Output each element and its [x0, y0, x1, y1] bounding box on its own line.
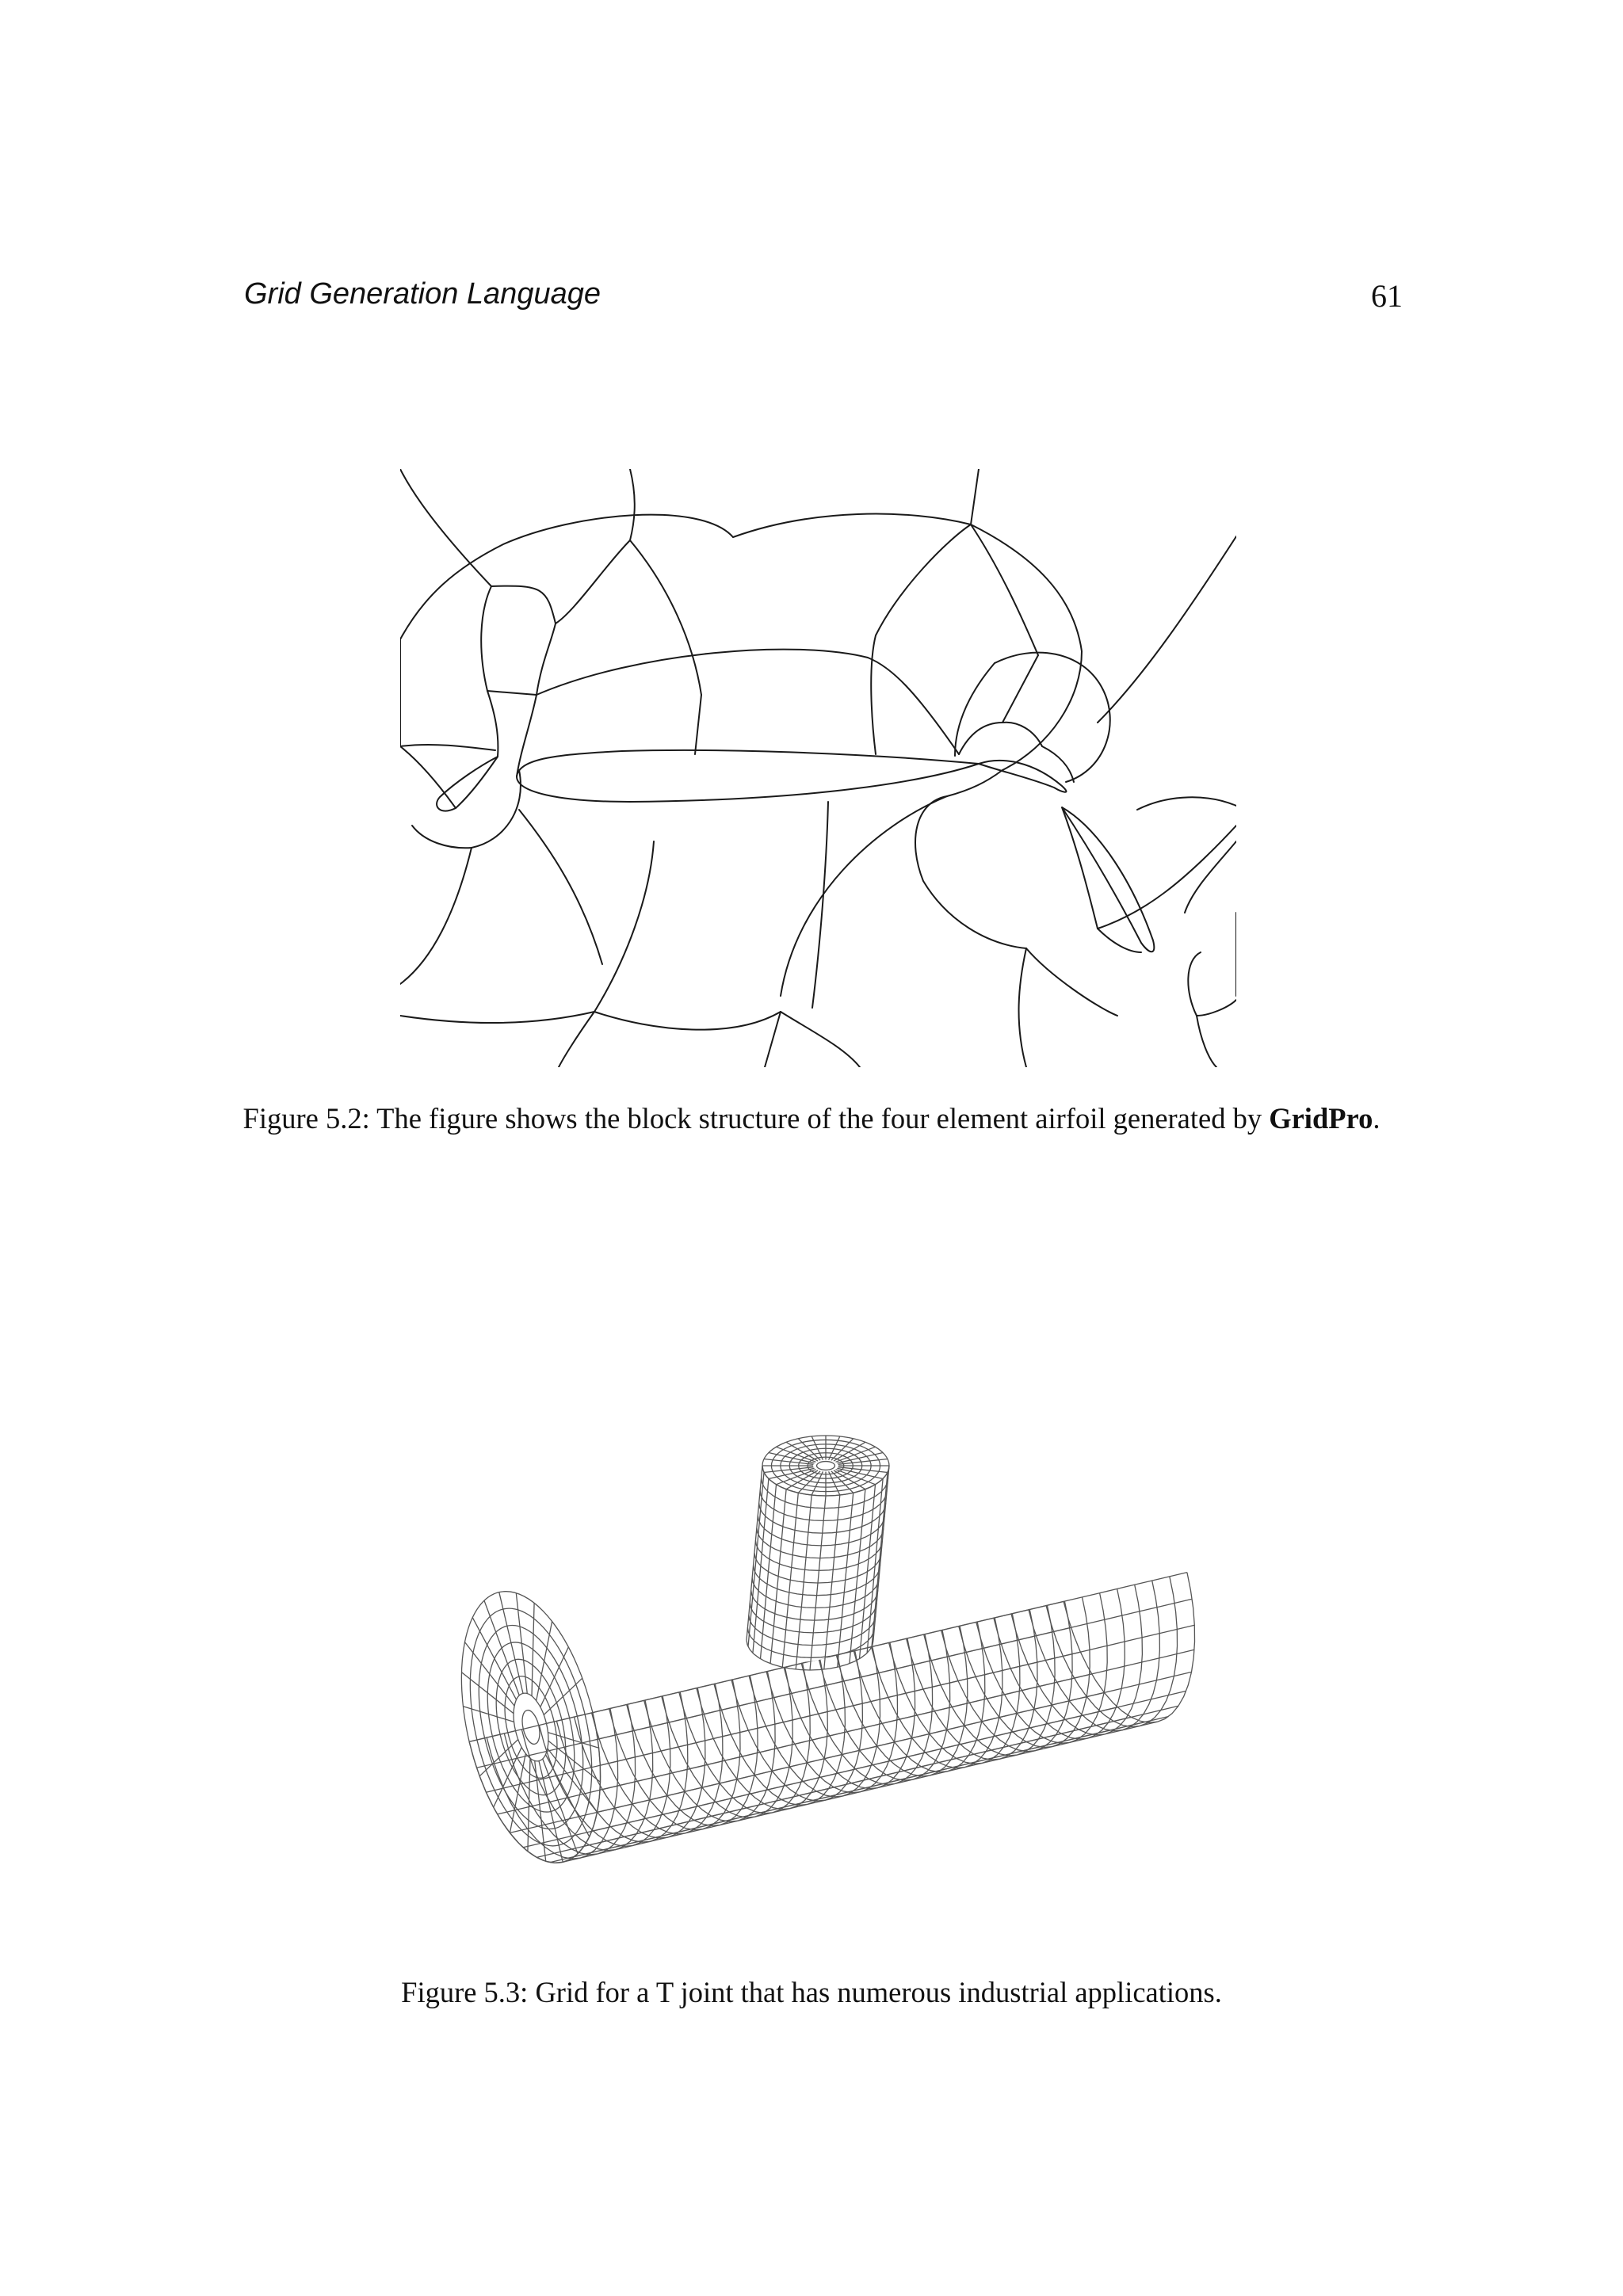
figure-5-3-caption: Figure 5.3: Grid for a T joint that has numerous industrial applications. [401, 1976, 1222, 2008]
running-head [244, 277, 1403, 325]
airfoil-block-structure-figure [400, 469, 1236, 1067]
figure-5-2-caption [0, 1101, 1623, 1135]
running-title: Grid Generation Language [244, 277, 601, 311]
figure-5-2-caption-period: . [1373, 1102, 1381, 1135]
gridpro-name: GridPro [1269, 1102, 1373, 1135]
page-number: 61 [1371, 278, 1403, 314]
figure-5-2-caption-text: Figure 5.2: The figure shows the block structure of the four element airfoil generated by [242, 1102, 1270, 1135]
t-joint-mesh-figure [444, 1406, 1205, 1933]
